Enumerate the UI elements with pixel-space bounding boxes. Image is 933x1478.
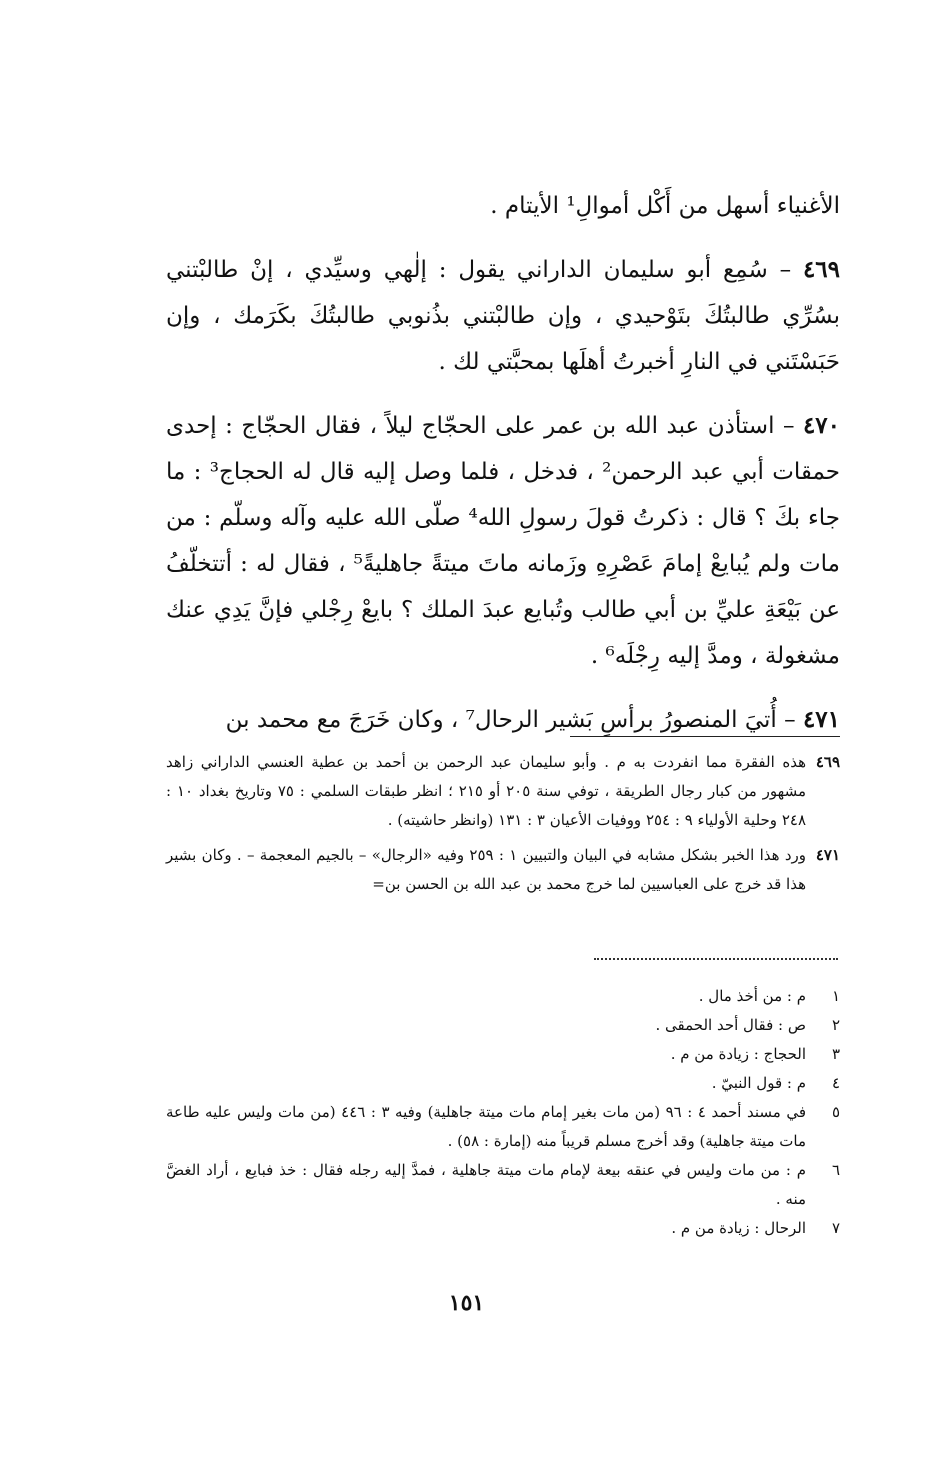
- variant-text: ص : فقال أحد الحمقى .: [655, 1016, 806, 1034]
- variant-note: [166, 1214, 840, 1243]
- variant-note: [166, 1156, 840, 1214]
- footnote-text: هذه الفقرة مما انفردت به م . وأبو سليمان عبد الرحمن بن أحمد بن عطية العنسي الداراني زاهد مشهور من كبار رجال الطريقة ، توفي سنة ٢٠٥ أو ٢١٥ ؛ انظر طبقات السلمي : ٧٥ وتاريخ بغداد ١٠ : ٢٤٨ وحلية الأولياء ٩ : ٢٥٤ ووفيات الأعيان ٣ : ١٣١ (وانظر حاشيته) .: [166, 753, 807, 829]
- paragraph-text: الأغنياء أسهل من أَكْل أموالِ¹ الأيتام .: [490, 193, 840, 219]
- main-text: [166, 183, 840, 761]
- variant-note: [166, 1069, 840, 1098]
- variant-text: في مسند أحمد ٤ : ٩٦ (من مات بغير إمام مات ميتة جاهلية) وفيه ٣ : ٤٤٦ (من مات وليس عليه طاعة مات ميتة جاهلية) وقد أخرج مسلم قريباً منه (إمارة : ٥٨) .: [166, 1103, 806, 1150]
- variant-number: ٦: [831, 1161, 840, 1179]
- paragraph-470: [166, 403, 840, 679]
- footnote-text: ورد هذا الخبر بشكل مشابه في البيان والتبيين ١ : ٢٥٩ وفيه «الرجال» – بالجيم المعجمة – . وكان بشير هذا قد خرج على العباسيين لما خرج محمد بن عبد الله بن الحسن بن=: [166, 846, 806, 893]
- variant-text: الرحال : زيادة من م .: [671, 1219, 806, 1237]
- paragraph-number: ٤٦٩: [802, 256, 840, 283]
- variant-number: ٥: [831, 1103, 840, 1121]
- page-number: ١٥١: [448, 1290, 485, 1316]
- variant-number: ٣: [831, 1045, 840, 1063]
- variant-text: م : قول النبيّ .: [711, 1074, 806, 1092]
- variant-number: ٤: [831, 1074, 840, 1092]
- paragraph-number: ٤٧١: [802, 706, 840, 733]
- footnote: [166, 841, 840, 899]
- paragraph-469: [166, 247, 840, 385]
- paragraph-continuation: [166, 183, 840, 229]
- variant-notes: [166, 982, 840, 1243]
- variant-text: الحجاج : زيادة من م .: [670, 1045, 806, 1063]
- footnote: [166, 748, 840, 835]
- footnote-number: ٤٧١: [815, 846, 840, 864]
- variant-note: [166, 1098, 840, 1156]
- footnotes: [166, 748, 840, 905]
- variant-note: [166, 982, 840, 1011]
- footnote-number: ٤٦٩: [815, 753, 840, 771]
- variant-text: م : من أخذ مال .: [698, 987, 806, 1005]
- variant-text: م : من مات وليس في عنقه بيعة لإمام مات ميتة جاهلية ، فمدَّ إليه رجله فقال : خذ فبايع ، أراد الغضَّ منه .: [166, 1161, 806, 1208]
- paragraph-text: – استأذن عبد الله بن عمر على الحجّاج ليلاً ، فقال الحجّاج : إحدى حمقات أبي عبد الرحمن² ، فدخل ، فلما وصل إليه قال له الحجاج³ : ما جاء بكَ ؟ قال : ذكرتُ قولَ رسولِ الله⁴ صلّى الله عليه وآله وسلّم : من مات ولم يُبايعْ إمامَ عَصْرِهِ وزَمانه ماتَ ميتةً جاهليةً⁵ ، فقال له : أتتخلّفُ عن بَيْعَةِ عليِّ بن أبي طالب وتُبايع عبدَ الملك ؟ بايعْ رِجْلي فإنَّ يَدِي عنك مشغولة ، ومدَّ إليه رِجْلَه⁶ .: [166, 413, 841, 669]
- variant-note: [166, 1040, 840, 1069]
- variant-note: [166, 1011, 840, 1040]
- paragraph-number: ٤٧٠: [802, 412, 840, 439]
- variant-number: ٧: [831, 1219, 840, 1237]
- paragraph-text: – أُتيَ المنصورُ برأسِ بَشير الرحال⁷ ، وكان خَرَجَ مع محمد بن: [225, 707, 796, 733]
- variant-number: ١: [831, 987, 840, 1005]
- paragraph-text: – سُمِع أبو سليمان الداراني يقول : إلٰهي وسيِّدي ، إنْ طالبْتني بسُرِّي طالبتُكَ بتَوْحيدي ، وإن طالبْتني بذُنوبي طالبتُكَ بكَرَمك ، وإن حَبَسْتَني في النارِ أخبرتُ أهلَها بمحبَّتي لك .: [166, 257, 840, 375]
- variants-divider: [594, 958, 838, 960]
- footnote-divider: [570, 736, 840, 737]
- variant-number: ٢: [831, 1016, 840, 1034]
